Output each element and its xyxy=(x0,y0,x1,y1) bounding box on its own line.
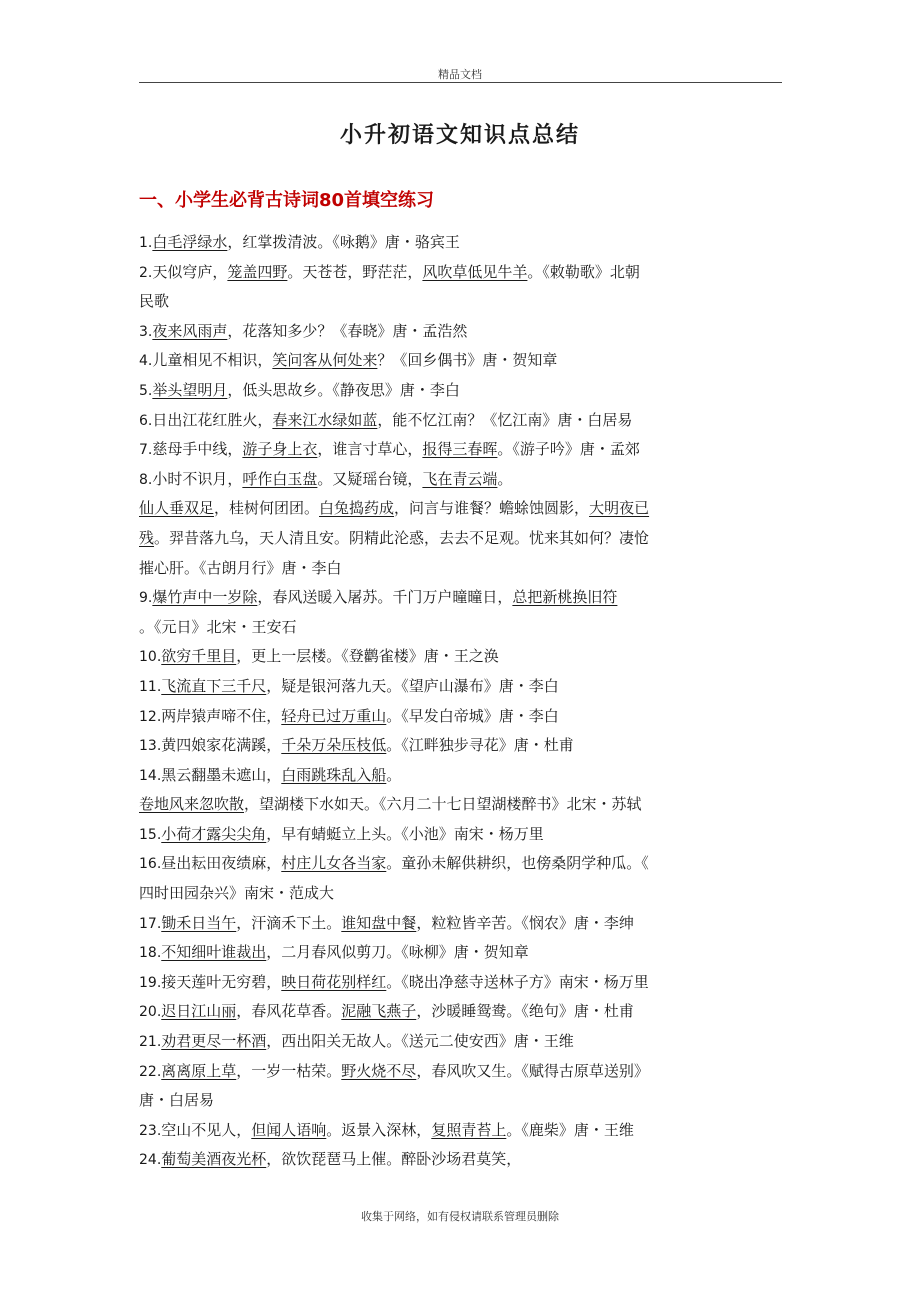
answer-blank: 离离原上草 xyxy=(161,1061,237,1080)
poem-line xyxy=(139,731,779,761)
document-title: 小升初语文知识点总结 xyxy=(339,122,580,148)
answer-blank: 葡萄美酒夜光杯 xyxy=(161,1150,267,1169)
poem-text: 儿童相见不相识， xyxy=(152,351,273,370)
poem-line xyxy=(139,997,779,1027)
answer-blank: 爆竹声中一岁除 xyxy=(152,588,258,607)
header-divider xyxy=(139,82,782,83)
answer-blank: 欲穷千里目 xyxy=(161,647,237,666)
poem-line xyxy=(139,761,779,791)
answer-blank: 夜来风雨声 xyxy=(152,321,228,340)
answer-blank: 但闻人语响 xyxy=(251,1120,327,1139)
poem-text: 四时田园杂兴》南宋・范成大 xyxy=(139,884,335,903)
poem-number: 21. xyxy=(139,1034,162,1051)
answer-blank: 举头望明月 xyxy=(152,380,228,399)
poem-number: 3. xyxy=(139,323,153,340)
answer-blank: 呼作白玉盘 xyxy=(242,469,318,488)
poem-text: 。《晓出净慈寺送林子方》南宋・杨万里 xyxy=(386,972,649,991)
poem-text: 。 xyxy=(386,765,402,784)
poem-line xyxy=(139,1145,779,1175)
poem-text: ，春风送暖入屠苏。千门万户曈曈日， xyxy=(257,588,513,607)
poem-text: 。天苍苍，野茫茫， xyxy=(287,262,423,281)
poem-text: ，粒粒皆辛苦。《悯农》唐・李绅 xyxy=(416,913,634,932)
poem-list xyxy=(139,228,779,1175)
poem-text: ，沙暖睡鸳鸯。《绝句》唐・杜甫 xyxy=(416,1002,634,1021)
poem-text: 黑云翻墨未遮山， xyxy=(161,765,282,784)
poem-text: ，春风吹又生。《赋得古原草送别》 xyxy=(416,1061,649,1080)
poem-line xyxy=(139,1116,779,1146)
poem-text: ，花落知多少？《春晓》唐・孟浩然 xyxy=(227,321,468,340)
poem-text: 空山不见人， xyxy=(161,1120,252,1139)
section-heading: 一、小学生必背古诗词80首填空练习 xyxy=(139,190,435,211)
poem-number: 17. xyxy=(139,915,162,932)
poem-text: ，红掌拨清波。《咏鹅》唐・骆宾王 xyxy=(227,233,460,251)
answer-blank: 泥融飞燕子 xyxy=(341,1002,417,1021)
poem-number: 23. xyxy=(139,1122,162,1139)
poem-line xyxy=(139,494,779,524)
poem-number: 8. xyxy=(139,471,153,488)
answer-blank: 报得三春晖 xyxy=(422,440,498,459)
poem-text: ，西出阳关无故人。《送元二使安西》唐・王维 xyxy=(266,1032,574,1051)
answer-blank: 残 xyxy=(139,528,155,547)
poem-line xyxy=(139,346,779,376)
poem-text: ，汗滴禾下土。 xyxy=(236,913,342,932)
poem-line xyxy=(139,524,779,554)
answer-blank: 总把新桃换旧符 xyxy=(512,588,618,607)
answer-blank: 白雨跳珠乱入船 xyxy=(281,765,387,784)
poem-text: ，一岁一枯荣。 xyxy=(236,1061,342,1080)
poem-number: 4. xyxy=(139,353,153,370)
poem-number: 12. xyxy=(139,708,162,725)
poem-number: 13. xyxy=(139,738,162,755)
poem-text: 。《早发白帝城》唐・李白 xyxy=(386,706,559,725)
poem-number: 2. xyxy=(139,264,153,281)
poem-line xyxy=(139,258,779,288)
poem-line xyxy=(139,702,779,732)
answer-blank: 野火烧不尽 xyxy=(341,1061,417,1080)
poem-text: ，低头思故乡。《静夜思》唐・李白 xyxy=(227,380,460,399)
poem-text: 。 xyxy=(497,469,513,488)
poem-number: 20. xyxy=(139,1004,162,1021)
poem-text: ，谁言寸草心， xyxy=(317,440,423,459)
poem-line xyxy=(139,583,779,613)
poem-line xyxy=(139,376,779,406)
poem-line xyxy=(139,465,779,495)
poem-number: 22. xyxy=(139,1063,162,1080)
poem-text: 唐・白居易 xyxy=(139,1091,215,1110)
answer-blank: 村庄儿女各当家 xyxy=(281,854,387,873)
poem-text: 天似穹庐， xyxy=(152,262,228,281)
poem-number: 24. xyxy=(139,1152,162,1169)
poem-text: 黄四娘家花满蹊， xyxy=(161,736,282,755)
poem-line xyxy=(139,435,779,465)
poem-text: 。《游子吟》唐・孟郊 xyxy=(497,440,640,459)
poem-line xyxy=(139,820,779,850)
poem-line xyxy=(139,317,779,347)
answer-blank: 千朵万朵压枝低 xyxy=(281,736,387,755)
answer-blank: 白毛浮绿水 xyxy=(152,233,228,251)
answer-blank: 笑问客从何处来 xyxy=(272,351,378,370)
poem-text: 小时不识月， xyxy=(152,469,243,488)
poem-text: 。《敕勒歌》北朝 xyxy=(527,262,640,281)
answer-blank: 春来江水绿如蓝 xyxy=(272,410,378,429)
poem-line xyxy=(139,938,779,968)
poem-text: 。《鹿柴》唐・王维 xyxy=(506,1120,634,1139)
answer-blank: 白兔捣药成 xyxy=(319,499,395,518)
poem-text: 。羿昔落九乌，天人清且安。阴精此沦惑，去去不足观。忧来其如何？凄怆 xyxy=(154,528,650,547)
poem-number: 7. xyxy=(139,442,153,459)
answer-blank: 复照青苔上 xyxy=(431,1120,507,1139)
poem-text: 。返景入深林， xyxy=(326,1120,432,1139)
poem-text: 接天莲叶无穷碧， xyxy=(161,972,282,991)
poem-text: ，早有蜻蜓立上头。《小池》南宋・杨万里 xyxy=(266,824,544,843)
poem-text: 摧心肝。《古朗月行》唐・李白 xyxy=(139,558,342,577)
poem-text: ，春风花草香。 xyxy=(236,1002,342,1021)
poem-text: ，望湖楼下水如天。《六月二十七日望湖楼醉书》北宋・苏轼 xyxy=(244,795,642,814)
poem-line xyxy=(139,1027,779,1057)
poem-text: ，桂树何团团。 xyxy=(214,499,320,518)
poem-text: 。又疑瑶台镜， xyxy=(317,469,423,488)
poem-number: 1. xyxy=(139,235,153,251)
poem-line xyxy=(139,849,779,879)
poem-text: 昼出耘田夜绩麻， xyxy=(161,854,282,873)
page-header: 精品文档 xyxy=(438,68,482,81)
answer-blank: 飞流直下三千尺 xyxy=(161,676,267,695)
poem-number: 15. xyxy=(139,826,162,843)
poem-text: ，欲饮琵琶马上催。醉卧沙场君莫笑， xyxy=(266,1150,522,1169)
answer-blank: 轻舟已过万重山 xyxy=(281,706,387,725)
answer-blank: 映日荷花别样红 xyxy=(281,972,387,991)
answer-blank: 锄禾日当午 xyxy=(161,913,237,932)
poem-line xyxy=(139,228,779,258)
poem-number: 9. xyxy=(139,590,153,607)
answer-blank: 飞在青云端 xyxy=(422,469,498,488)
poem-text: 。《元日》北宋・王安石 xyxy=(139,617,297,636)
poem-line xyxy=(139,554,779,584)
poem-text: 民歌 xyxy=(139,292,170,311)
poem-text: 。《江畔独步寻花》唐・杜甫 xyxy=(386,736,574,755)
poem-number: 11. xyxy=(139,678,162,695)
answer-blank: 大明夜已 xyxy=(589,499,650,518)
answer-blank: 迟日江山丽 xyxy=(161,1002,237,1021)
poem-number: 5. xyxy=(139,382,153,399)
poem-text: ，疑是银河落九天。《望庐山瀑布》唐・李白 xyxy=(266,676,559,695)
answer-blank: 笼盖四野 xyxy=(227,262,288,281)
page-footer: 收集于网络，如有侵权请联系管理员删除 xyxy=(361,1210,559,1223)
poem-text: ，二月春风似剪刀。《咏柳》唐・贺知章 xyxy=(266,943,529,962)
answer-blank: 不知细叶谁裁出 xyxy=(161,943,267,962)
answer-blank: 卷地风来忽吹散 xyxy=(139,795,245,814)
poem-text: 。童孙未解供耕织，也傍桑阴学种瓜。《 xyxy=(386,854,649,873)
poem-text: ，能不忆江南？《忆江南》唐・白居易 xyxy=(377,410,633,429)
poem-number: 16. xyxy=(139,856,162,873)
answer-blank: 游子身上衣 xyxy=(242,440,318,459)
poem-line xyxy=(139,287,779,317)
poem-line xyxy=(139,790,779,820)
poem-text: ？《回乡偶书》唐・贺知章 xyxy=(377,351,558,370)
poem-line xyxy=(139,672,779,702)
poem-line xyxy=(139,642,779,672)
poem-line xyxy=(139,406,779,436)
poem-text: ，问言与谁餐？蟾蜍蚀圆影， xyxy=(394,499,590,518)
poem-text: 日出江花红胜火， xyxy=(152,410,273,429)
poem-line xyxy=(139,968,779,998)
poem-number: 14. xyxy=(139,767,162,784)
answer-blank: 劝君更尽一杯酒 xyxy=(161,1032,267,1051)
answer-blank: 谁知盘中餐 xyxy=(341,913,417,932)
poem-line xyxy=(139,1057,779,1087)
poem-text: 慈母手中线， xyxy=(152,440,243,459)
poem-number: 10. xyxy=(139,649,162,666)
poem-line xyxy=(139,613,779,643)
answer-blank: 仙人垂双足 xyxy=(139,499,215,518)
poem-line xyxy=(139,1086,779,1116)
answer-blank: 小荷才露尖尖角 xyxy=(161,824,267,843)
poem-line xyxy=(139,879,779,909)
answer-blank: 风吹草低见牛羊 xyxy=(422,262,528,281)
poem-number: 6. xyxy=(139,412,153,429)
poem-text: 两岸猿声啼不住， xyxy=(161,706,282,725)
poem-number: 18. xyxy=(139,945,162,962)
poem-line xyxy=(139,909,779,939)
poem-number: 19. xyxy=(139,974,162,991)
poem-text: ，更上一层楼。《登鹳雀楼》唐・王之涣 xyxy=(236,647,499,666)
